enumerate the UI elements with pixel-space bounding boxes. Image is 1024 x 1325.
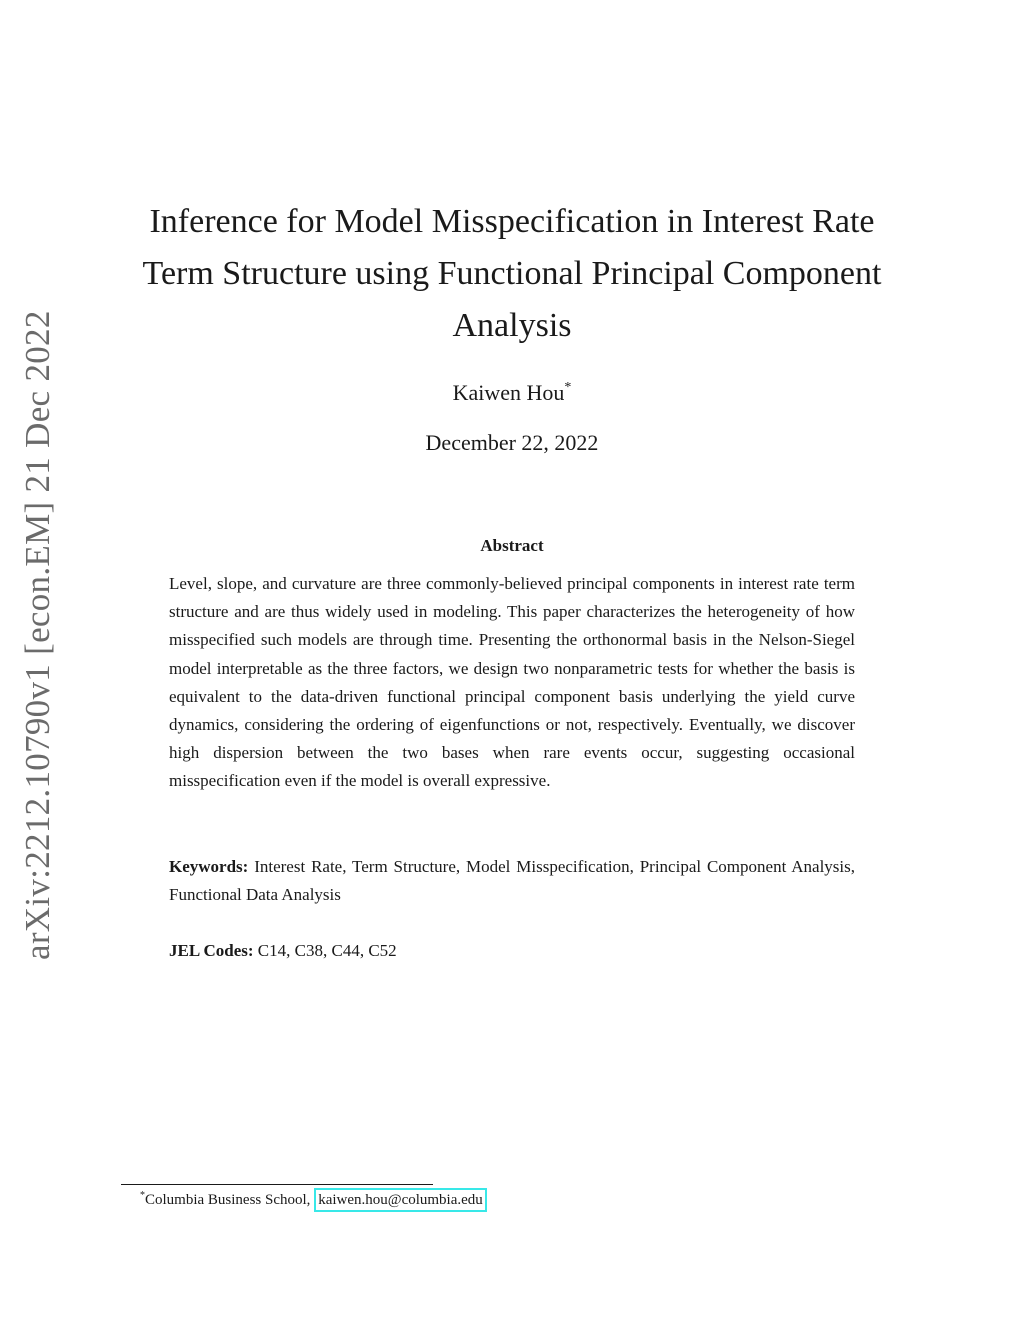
- jel-codes-text: C14, C38, C44, C52: [257, 941, 397, 960]
- author-line: [0, 378, 1024, 408]
- abstract-heading: Abstract: [480, 536, 544, 555]
- jel-codes-paragraph: [169, 937, 855, 965]
- author-footnote: [140, 1188, 487, 1212]
- jel-codes-label: JEL Codes:: [169, 941, 254, 960]
- footnote-divider: [121, 1184, 433, 1185]
- keywords-text: Interest Rate, Term Structure, Model Misspecification, Principal Component Analysis, Functional Data Analysis: [169, 857, 855, 905]
- footnote-marker: *: [140, 1190, 145, 1201]
- keywords-label: Keywords:: [169, 857, 249, 876]
- author-name: Kaiwen Hou: [452, 380, 565, 405]
- paper-title: Inference for Model Misspecification in Interest Rate Term Structure using Functional Principal Component Analysis: [142, 203, 882, 344]
- arxiv-identifier-stamp: arXiv:2212.10790v1 [econ.EM] 21 Dec 2022: [18, 310, 57, 960]
- publication-date: December 22, 2022: [425, 430, 599, 455]
- footnote-affiliation: Columbia Business School,: [145, 1192, 315, 1208]
- keywords-paragraph: [169, 853, 855, 909]
- author-footnote-marker: *: [564, 380, 572, 395]
- author-email-link[interactable]: kaiwen.hou@columbia.edu: [314, 1188, 487, 1212]
- abstract-body: Level, slope, and curvature are three commonly-believed principal components in interest rate term structure and are thus widely used in modeling. This paper characterizes the heterogeneity of how misspecified such models are through time. Presenting the orthonormal basis in the Nelson-Siegel model interpretable as the three factors, we design two nonparametric tests for whether the basis is equivalent to the data-driven functional principal component basis underlying the yield curve dynamics, considering the ordering of eigenfunctions or not, respectively. Eventually, we discover high dispersion between the two bases when rare events occur, suggesting occasional misspecification even if the model is overall expressive.: [169, 574, 855, 791]
